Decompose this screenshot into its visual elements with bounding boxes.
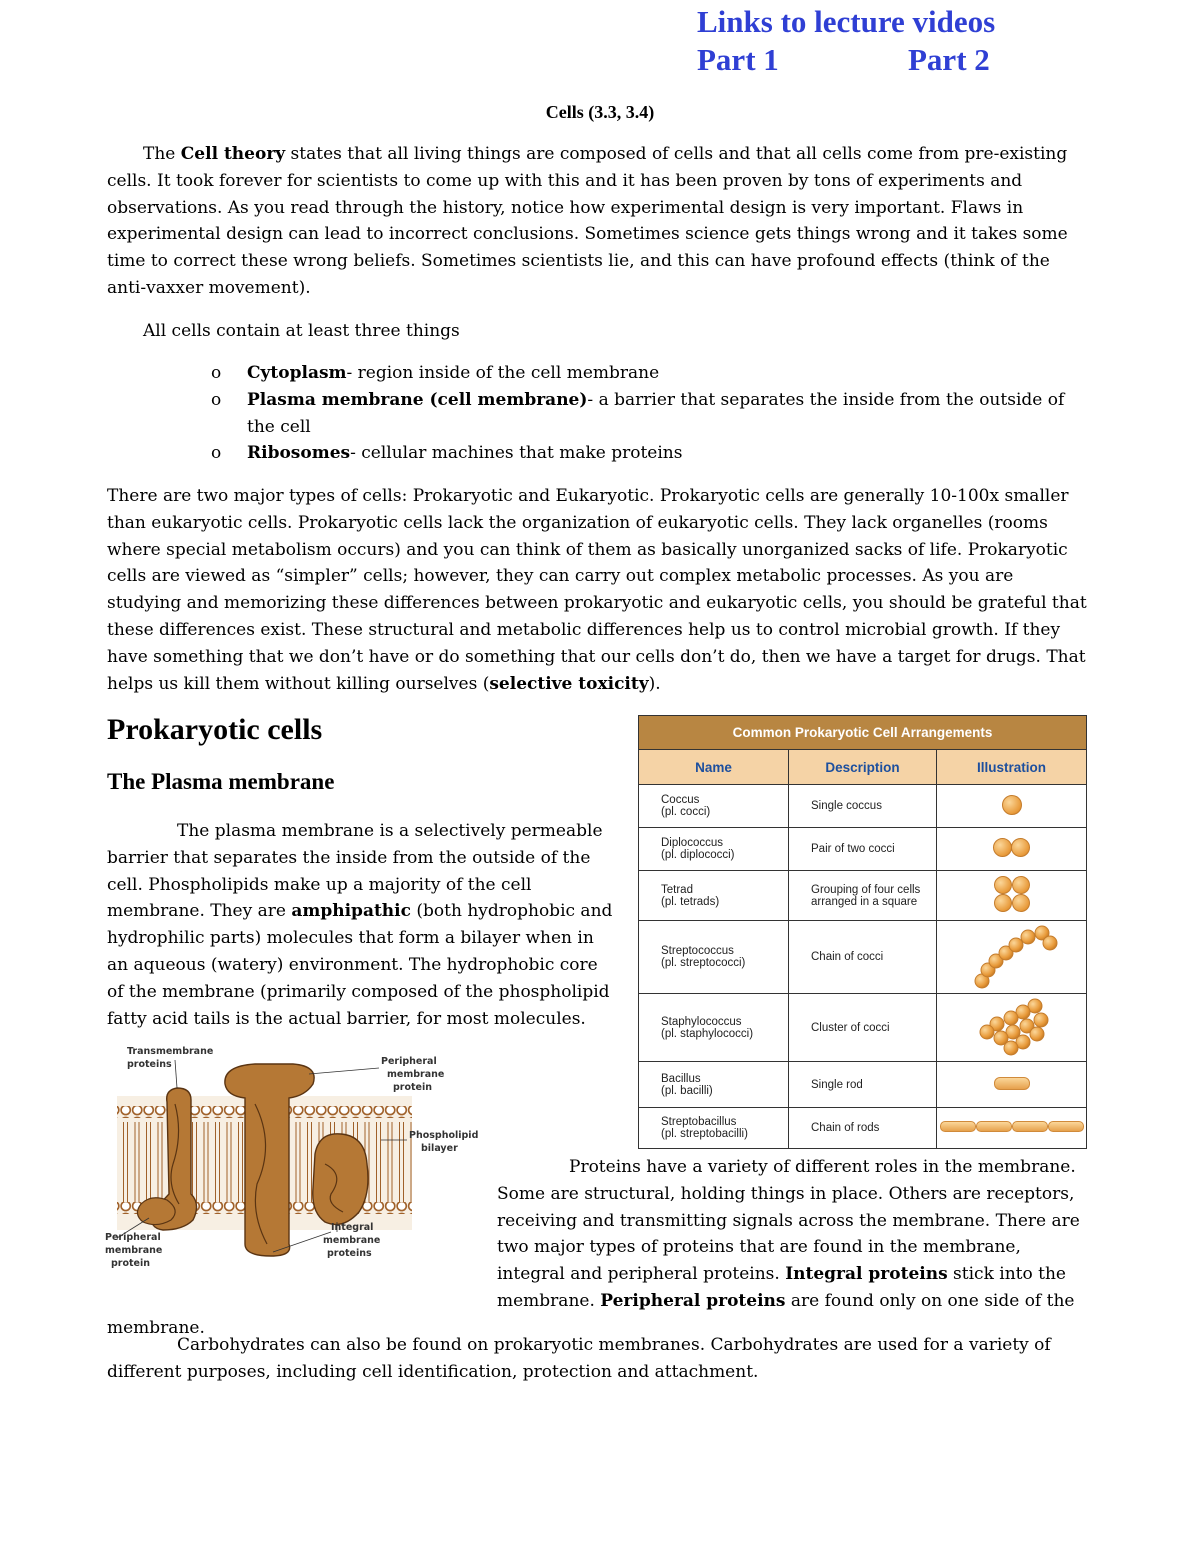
- column-header: Illustration: [937, 750, 1087, 785]
- table-row: Staphylococcus (pl. staphylococci) Cluster of cocci: [639, 994, 1087, 1062]
- carbohydrates-paragraph: Carbohydrates can also be found on prokaryotic membranes. Carbohydrates are used for a variety of different purposes, including cell identification, protection and attachment.: [107, 1335, 1051, 1382]
- streptobacillus-illustration: [937, 1108, 1087, 1149]
- plasma-membrane-paragraph: The plasma membrane is a selectively permeable barrier that separates the inside from the outside of the cell. Phospholipids make up a majority of the cell membrane. They are amphipathic (both hydrophobic and hydrophilic parts) molecules that form a bilayer when in an aqueous (watery) environment. The hydrophobic core of the membrane (primarily composed of the phospholipid fatty acid tails is the actual barrier, for most molecules.: [107, 821, 613, 1029]
- intro-paragraph: The Cell theory states that all living things are composed of cells and that all cells come from pre-existing cells. It took forever for scientists to come up with this and it has been proven by tons of experiments and observations. As you read through the history, notice how experimental design is very important. Flaws in experimental design can lead to incorrect conclusions. Sometimes science gets things wrong and it takes some time to correct these wrong beliefs. Sometimes scientists lie, and this can have profound effects (think of the anti-vaxxer movement).: [107, 144, 1068, 298]
- list-item: o Plasma membrane (cell membrane)- a barrier that separates the inside from the outside of the cell: [211, 389, 1065, 437]
- table-row: Streptobacillus (pl. streptobacilli) Chain of rods: [639, 1108, 1087, 1149]
- cell-arrangements-table: [638, 715, 1087, 1149]
- table-row: Tetrad (pl. tetrads) Grouping of four cells arranged in a square: [639, 871, 1087, 921]
- link-part-1[interactable]: Part 1: [697, 42, 779, 77]
- tetrad-illustration: [937, 871, 1087, 921]
- column-header: Description: [789, 750, 937, 785]
- bacillus-illustration: [937, 1062, 1087, 1108]
- three-things-list: [211, 360, 1087, 467]
- diplococcus-illustration: [937, 828, 1087, 871]
- section-heading-prokaryotic: Prokaryotic cells: [107, 713, 323, 746]
- table-row: Coccus (pl. cocci) Single coccus: [639, 785, 1087, 828]
- coccus-illustration: [937, 785, 1087, 828]
- label-bilayer: Phospholipid: [409, 1130, 479, 1141]
- link-part-2[interactable]: Part 2: [908, 42, 990, 77]
- table-row: Bacillus (pl. bacilli) Single rod: [639, 1062, 1087, 1108]
- list-item: o Cytoplasm- region inside of the cell membrane: [211, 363, 660, 383]
- table-row: Streptococcus (pl. streptococci) Chain of cocci: [639, 921, 1087, 994]
- label-integral: Integral: [331, 1222, 374, 1233]
- table-caption: Common Prokaryotic Cell Arrangements: [639, 716, 1087, 750]
- page-title: Cells (3.3, 3.4): [545, 102, 655, 122]
- cell-types-paragraph: There are two major types of cells: Prokaryotic and Eukaryotic. Prokaryotic cells are generally 10-100x smaller than eukaryotic cells. Prokaryotic cells lack the organization of eukaryotic cells. They lack organelles (rooms where special metabolism occurs) and you can think of them as basically unorganized sacks of life. Prokaryotic cells are viewed as “simpler” cells; however, they can carry out complex metabolic processes. As you are studying and memorizing these differences between prokaryotic and eukaryotic cells, you should be grateful that these differences exist. These structural and metabolic differences help us to control microbial growth. If they have something that we don’t have or do something that our cells don’t do, then we have a target for drugs. That helps us kill them without killing ourselves (selective toxicity).: [107, 486, 1087, 694]
- links-heading[interactable]: Links to lecture videos: [697, 4, 996, 39]
- column-header: Name: [639, 750, 789, 785]
- svg-text:Transmembrane proteins: Transmembrane proteins Peripheral membrane protein Phospholipid bilayer Integral membrane proteins Peripheral membrane protein: [105, 1046, 479, 1269]
- label-peripheral-bottom: Peripheral: [105, 1232, 161, 1243]
- three-things-lead: All cells contain at least three things: [143, 321, 460, 341]
- proteins-paragraph: Proteins have a variety of different roles in the membrane. Some are structural, holding things in place. Others are receptors, receiving and transmitting signals across the membrane. There are two major types of proteins that are found in the membrane, integral and peripheral proteins. Integral proteins stick into the membrane. Peripheral proteins are found only on one side of the membrane.: [107, 1157, 1080, 1338]
- staphylococcus-illustration: [937, 994, 1087, 1062]
- table-row: Diplococcus (pl. diplococci) Pair of two cocci: [639, 828, 1087, 871]
- label-transmembrane: Transmembrane: [127, 1046, 214, 1057]
- streptococcus-illustration: [937, 921, 1087, 994]
- label-peripheral-top: Peripheral: [381, 1056, 437, 1067]
- list-item: o Ribosomes- cellular machines that make proteins: [211, 443, 683, 464]
- subsection-heading-plasma-membrane: The Plasma membrane: [107, 769, 335, 794]
